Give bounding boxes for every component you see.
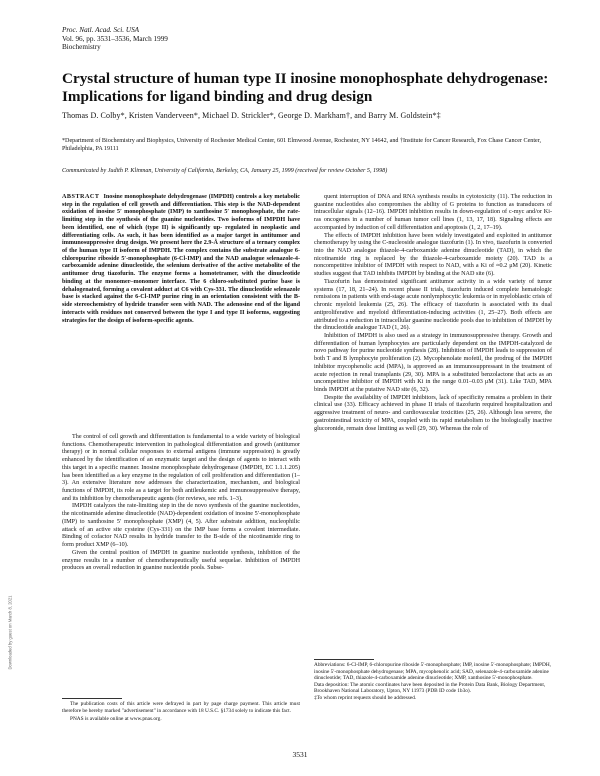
journal-name: Proc. Natl. Acad. Sci. USA xyxy=(62,26,140,34)
paper-title: Crystal structure of human type II inosine monophosphate dehydrogenase: Implications for ligand binding and drug design xyxy=(62,70,549,105)
body-paragraph: Inhibition of IMPDH is also used as a strategy in immunosuppressive therapy. Growth and differentiation of human lymphocytes are particularly dependent on the IMPDH-catalyzed de novo pathway for purine nucleotide synthesis (28). Inhibition of IMPDH leads to suppression of both T and B lymphocyte proliferation (2). Mycophenolate mofetil, the prodrug of the IMPDH inhibitor mycophenolic acid (MPA), is approved as an immunosuppressant in the treatment of acute rejection in renal transplants (29, 30). MPA is a substituted benzolactone that acts as an uncompetitive inhibitor of IMPDH with Ki in the range 0.01–0.03 μM (31). Like TAD, MPA binds IMPDH at the putative NAD site (6, 32). xyxy=(314,332,552,393)
footnote-right xyxy=(314,662,552,702)
footnote-left xyxy=(62,701,300,725)
journal-volume: Vol. 96, pp. 3531–3536, March 1999 xyxy=(62,34,168,43)
body-paragraph: The effects of IMPDH inhibition have been widely investigated and exploited in antitumor chemotherapy by using the C-nucleoside analogue tiazofurin (1). In vivo, tiazofurin is converted into the NAD analogue thiazole-4-carboxamide adenine dinucleotide (TAD), in which the nicotinamide ring is replaced by the thiazole-4-carboxamide moiety (20). TAD is a noncompetitive inhibitor of IMPDH with respect to NAD, with a Ki of ≈0.2 μM (20). Kinetic studies suggest that TAD inhibits IMPDH by binding at the NAD site (6). xyxy=(314,232,552,278)
footnote-divider xyxy=(62,698,122,699)
download-notice: Downloaded by guest on March 8, 2021 xyxy=(7,595,13,670)
footnote-divider xyxy=(314,659,374,660)
left-column-body xyxy=(62,434,300,573)
abstract-text: Inosine monophosphate dehydrogenase (IMPDH) controls a key metabolic step in the regulation of cell growth and differentiation. This step is the NAD-dependent oxidation of inosine 5′ monophosphate (IMP) to xanthosine 5′ monophosphate, the rate-limiting step in the synthesis of the guanine nucleotides. Two isoforms of IMPDH have been identified, one of which (type II) is significantly up- regulated in neoplastic and differentiating cells. As such, it has been identified as a major target in antitumor and immunosuppressive drug design. We present here the 2.9-Å structure of a ternary complex of the human type II isoform of IMPDH. The complex contains the substrate analogue 6-chloropurine riboside 5′-monophosphate (6-Cl-IMP) and the NAD analogue selenazole-4-carboxamide adenine dinucleotide, the selenium derivative of the active metabolite of the antitumor drug tiazofurin. The enzyme forms a homotetramer, with the dinucleotide binding at the monomer–monomer interface. The 6 chloro-substituted purine base is dehalogenated, forming a covalent adduct at C6 with Cys-331. The dinucleotide selenazole base is stacked against the 6-Cl-IMP purine ring in an orientation consistent with the B-side stereochemistry of hydride transfer seen with NAD. The adenosine end of the ligand interacts with residues not conserved between the type I and type II isoforms, suggesting strategies for the design of isoform-specific agents. xyxy=(62,194,300,324)
abstract xyxy=(62,194,300,325)
body-paragraph: quent interruption of DNA and RNA synthesis results in cytotoxicity (11). The reduction in guanine nucleotides also compromises the ability of G proteins to function as transducers of intracellular signals (12–16). IMPDH inhibition results in down-regulation of c-myc and/or Ki-ras oncogenes in a number of human tumor cell lines (1, 13, 17, 18). Signaling effects are accompanied by induction of cell differentiation and apoptosis (1, 2, 17–19). xyxy=(314,194,552,231)
body-paragraph: IMPDH catalyzes the rate-limiting step in the de novo synthesis of the guanine nucleotides, the nicotinamide adenine dinucleotide (NAD)-dependent oxidation of inosine 5′-monophosphate (IMP) to xanthosine 5′ monophosphate (XMP) (4, 5). After substrate addition, nucleophilic attack of an active site cysteine (Cys-331) on the IMP base forms a covalent intermediate. Binding of cofactor NAD results in hydride transfer to the B-side of the nicotinamide ring to form product XMP (6–10). xyxy=(62,503,300,549)
footnote-text: Abbreviations: 6-Cl-IMP, 6-chloropurine riboside 5′-monophosphate; IMP, inosine 5′-monophosphate; IMPDH, inosine 5′-monophosphate dehydrogenase; MPA, mycophenolic acid; SAD, selenazole-4-carboxamide adenine dinucleotide; TAD, thiazole-4-carboxamide adenine dinucleotide; XMP, xanthosine 5′-monophosphate. xyxy=(314,662,551,682)
footnote-text: Data deposition: The atomic coordinates have been deposited in the Protein Data Bank, Biology Department, Brookhaven National Laboratory, Upton, NY 11973 (PDB ID code 1b3o). xyxy=(314,681,546,695)
abstract-label: ABSTRACT xyxy=(62,194,100,200)
right-column-body xyxy=(314,194,552,433)
body-paragraph: Tiazofurin has demonstrated significant antitumor activity in a wide variety of tumor systems (17, 18, 21–24). In recent phase II trials, tiazofurin induced complete hematologic remissions in patients with end-stage acute nonlymphocytic leukemia or in myeloblastic crisis of chronic myeloid leukemia (25, 26). The efficacy of tiazofurin is associated with its dual antiproliferative and myeloid differentiation-inducing activities (1, 25–27). Both effects are attributed to a reduction in intracellular guanine nucleotide pools due to inhibition of IMPDH by the dinucleotide analogue TAD (1, 26). xyxy=(314,278,552,332)
footnote-text: The publication costs of this article were defrayed in part by page charge payment. This article must therefore be hereby marked "advertisement" in accordance with 18 U.S.C. §1734 solely to indicate this fact. xyxy=(62,701,300,714)
author-list: Thomas D. Colby*, Kristen Vanderveen*, Michael D. Strickler*, George D. Markham†, and Barry M. Goldstein*‡ xyxy=(62,111,441,120)
body-paragraph: Despite the availability of IMPDH inhibitors, lack of specificity remains a problem in their clinical use (33). Efficacy achieved in phase II trials of tiazofurin required hospitalization and aggressive treatment of neuro- and cardiovascular toxicities (25, 26). Although less severe, the gastrointestinal toxicity of MPA, coupled with its rapid metabolism to the biologically inactive glucoronide, remain dose limiting as well (29, 30). Whereas the role of xyxy=(314,394,552,432)
journal-header xyxy=(62,26,168,52)
body-paragraph: Given the central position of IMPDH in guanine nucleotide synthesis, inhibition of the enzyme results in a number of chemotherapeutically useful sequelae. Inhibition of IMPDH produces an overall reduction in guanine nucleotide pools. Subse- xyxy=(62,549,300,572)
page-number: 3531 xyxy=(292,750,308,759)
footnote-text: ‡To whom reprint requests should be addressed. xyxy=(314,694,417,701)
footnote-text: PNAS is available online at www.pnas.org. xyxy=(70,716,162,723)
journal-section: Biochemistry xyxy=(62,43,101,52)
communicated-line: Communicated by Judith P. Klinman, University of California, Berkeley, CA, January 25, 1999 (received for review October 5, 1998) xyxy=(62,168,388,174)
download-sidebar xyxy=(5,520,13,760)
body-paragraph: The control of cell growth and differentiation is fundamental to a wide variety of biological functions. Chemotherapeutic intervention in pathological differentiation and growth (antitumor therapy) or in normal cellular responses to external antigens (immune suppression) is greatly enhanced by the identification of an enzymatic target and the design of agents to interact with this target in a specific manner. Inosine monophosphate dehydrogenase (IMPDH, EC 1.1.1.205) has been identified as a key enzyme in the regulation of cell proliferation and differentiation (1–3). An extensive literature now addresses the characterization, mechanism, and biological functions of IMPDH, its role as a target for both antileukemic and immunosuppressive therapy, and its inhibition by chemotherapeutic agents (for reviews, see refs. 1–3). xyxy=(62,434,300,502)
affiliations: *Department of Biochemistry and Biophysics, University of Rochester Medical Center, 601 Elmwood Avenue, Rochester, NY 14642, and †Institute for Cancer Research, Fox Chase Cancer Center, Philadelphia, PA 19111 xyxy=(62,138,542,152)
